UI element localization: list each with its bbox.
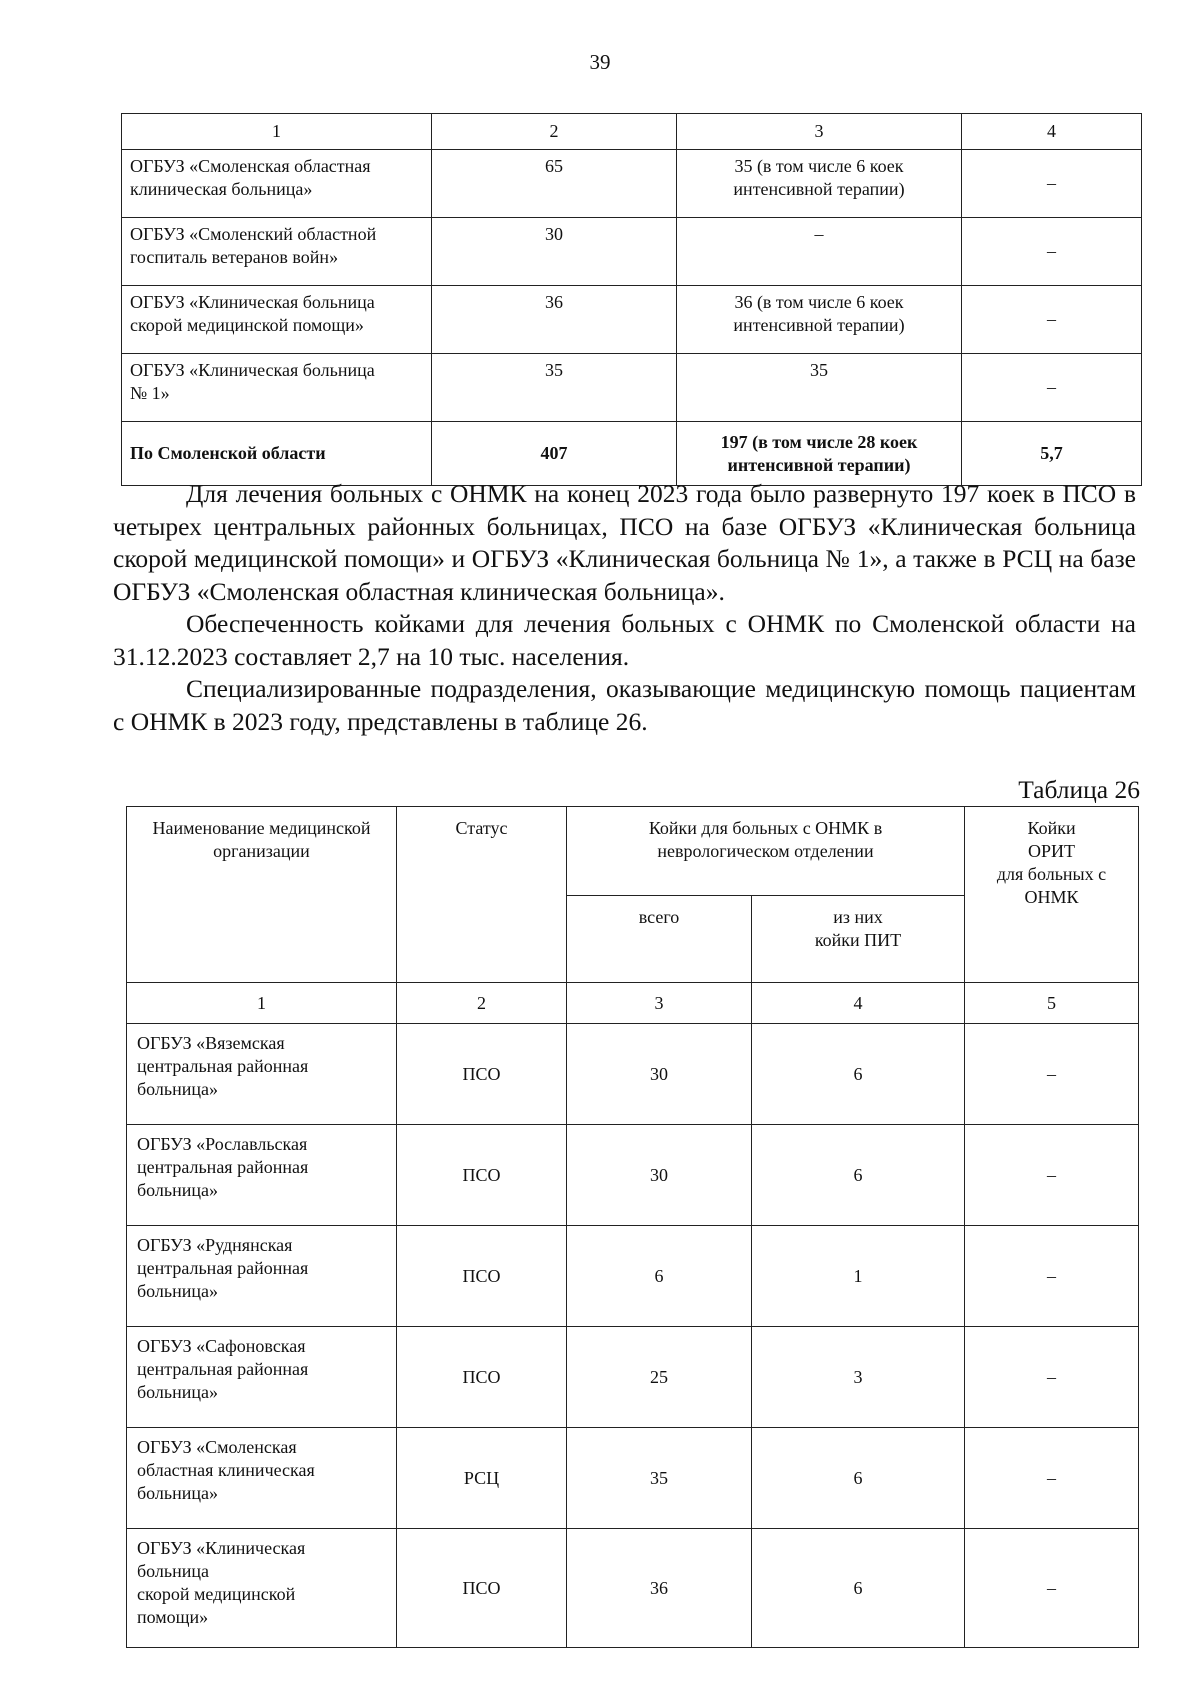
header-pit: из них койки ПИТ: [752, 896, 965, 983]
beds-ratio: –: [962, 150, 1142, 218]
table-column-numbers-row: [122, 114, 1142, 150]
column-number: 5: [965, 983, 1139, 1024]
hospital-name: ОГБУЗ «Клиническая больница скорой медицинской помощи»: [122, 286, 432, 354]
beds-pit: 3: [752, 1327, 965, 1428]
beds-total: 30: [567, 1024, 752, 1125]
beds-orit: –: [965, 1125, 1139, 1226]
beds-pit: 6: [752, 1024, 965, 1125]
status: ПСО: [397, 1125, 567, 1226]
total-beds: 407: [432, 422, 677, 486]
total-beds-detail: 197 (в том числе 28 коек интенсивной терапии): [677, 422, 962, 486]
beds-pit: 6: [752, 1125, 965, 1226]
table-header-row: [127, 807, 1139, 896]
org-name: ОГБУЗ «Вяземская центральная районная больница»: [127, 1024, 397, 1125]
beds-orit: –: [965, 1529, 1139, 1648]
total-ratio: 5,7: [962, 422, 1142, 486]
hospital-name: ОГБУЗ «Клиническая больница № 1»: [122, 354, 432, 422]
status: ПСО: [397, 1529, 567, 1648]
table-total-row: [122, 422, 1142, 486]
beds-total: 35: [567, 1428, 752, 1529]
beds-total: 30: [567, 1125, 752, 1226]
total-label: По Смоленской области: [122, 422, 432, 486]
beds-total: 65: [432, 150, 677, 218]
beds-total: 6: [567, 1226, 752, 1327]
column-number: 1: [127, 983, 397, 1024]
header-org: Наименование медицинской организации: [127, 807, 397, 983]
table-row: [127, 1226, 1139, 1327]
beds-ratio: –: [962, 218, 1142, 286]
table-row: [127, 1327, 1139, 1428]
stroke-units-table: [126, 806, 1139, 1648]
table-row: [122, 218, 1142, 286]
beds-summary-table: [121, 113, 1142, 486]
table-row: [127, 1125, 1139, 1226]
paragraph: Обеспеченность койками для лечения больных с ОНМК по Смоленской области на 31.12.2023 составляет 2,7 на 10 тыс. населения.: [113, 609, 1136, 671]
org-name: ОГБУЗ «Смоленская областная клиническая больница»: [127, 1428, 397, 1529]
table-caption: Таблица 26: [1018, 775, 1140, 804]
beds-ratio: –: [962, 354, 1142, 422]
table-column-numbers-row: [127, 983, 1139, 1024]
beds-detail: 35 (в том числе 6 коек интенсивной терапии): [677, 150, 962, 218]
org-name: ОГБУЗ «Сафоновская центральная районная больница»: [127, 1327, 397, 1428]
header-orit: Койки ОРИТ для больных с ОНМК: [965, 807, 1139, 983]
beds-total: 36: [567, 1529, 752, 1648]
column-number: 2: [397, 983, 567, 1024]
org-name: ОГБУЗ «Рославльская центральная районная больница»: [127, 1125, 397, 1226]
beds-detail: –: [677, 218, 962, 286]
beds-total: 25: [567, 1327, 752, 1428]
beds-orit: –: [965, 1226, 1139, 1327]
beds-detail: 36 (в том числе 6 коек интенсивной терапии): [677, 286, 962, 354]
status: ПСО: [397, 1226, 567, 1327]
status: ПСО: [397, 1327, 567, 1428]
column-number: 4: [962, 114, 1142, 150]
body-text: [113, 478, 1136, 738]
status: РСЦ: [397, 1428, 567, 1529]
hospital-name: ОГБУЗ «Смоленский областной госпиталь ветеранов войн»: [122, 218, 432, 286]
beds-total: 35: [432, 354, 677, 422]
table-row: [122, 354, 1142, 422]
table-row: [127, 1428, 1139, 1529]
org-name: ОГБУЗ «Руднянская центральная районная больница»: [127, 1226, 397, 1327]
paragraph: Специализированные подразделения, оказывающие медицинскую помощь пациентам с ОНМК в 2023 году, представлены в таблице 26.: [113, 674, 1136, 736]
status: ПСО: [397, 1024, 567, 1125]
beds-orit: –: [965, 1024, 1139, 1125]
paragraph: Для лечения больных с ОНМК на конец 2023 года было развернуто 197 коек в ПСО в четырех центральных районных больницах, ПСО на базе ОГБУЗ «Клиническая больница скорой медицинской помощи» и ОГБУЗ «Клиническая больница № 1», а также в РСЦ на базе ОГБУЗ «Смоленская областная клиническая больница».: [113, 479, 1136, 606]
beds-total: 30: [432, 218, 677, 286]
header-status: Статус: [397, 807, 567, 983]
beds-pit: 6: [752, 1428, 965, 1529]
table-row: [122, 150, 1142, 218]
table-row: [122, 286, 1142, 354]
hospital-name: ОГБУЗ «Смоленская областная клиническая больница»: [122, 150, 432, 218]
beds-ratio: –: [962, 286, 1142, 354]
column-number: 3: [677, 114, 962, 150]
beds-pit: 6: [752, 1529, 965, 1648]
header-total: всего: [567, 896, 752, 983]
table-row: [127, 1529, 1139, 1648]
beds-orit: –: [965, 1327, 1139, 1428]
beds-pit: 1: [752, 1226, 965, 1327]
beds-total: 36: [432, 286, 677, 354]
org-name: ОГБУЗ «Клиническая больница скорой медицинской помощи»: [127, 1529, 397, 1648]
table-row: [127, 1024, 1139, 1125]
column-number: 4: [752, 983, 965, 1024]
column-number: 3: [567, 983, 752, 1024]
column-number: 1: [122, 114, 432, 150]
beds-orit: –: [965, 1428, 1139, 1529]
header-beds: Койки для больных с ОНМК в неврологическом отделении: [567, 807, 965, 896]
beds-detail: 35: [677, 354, 962, 422]
column-number: 2: [432, 114, 677, 150]
page-number: 39: [589, 50, 611, 74]
